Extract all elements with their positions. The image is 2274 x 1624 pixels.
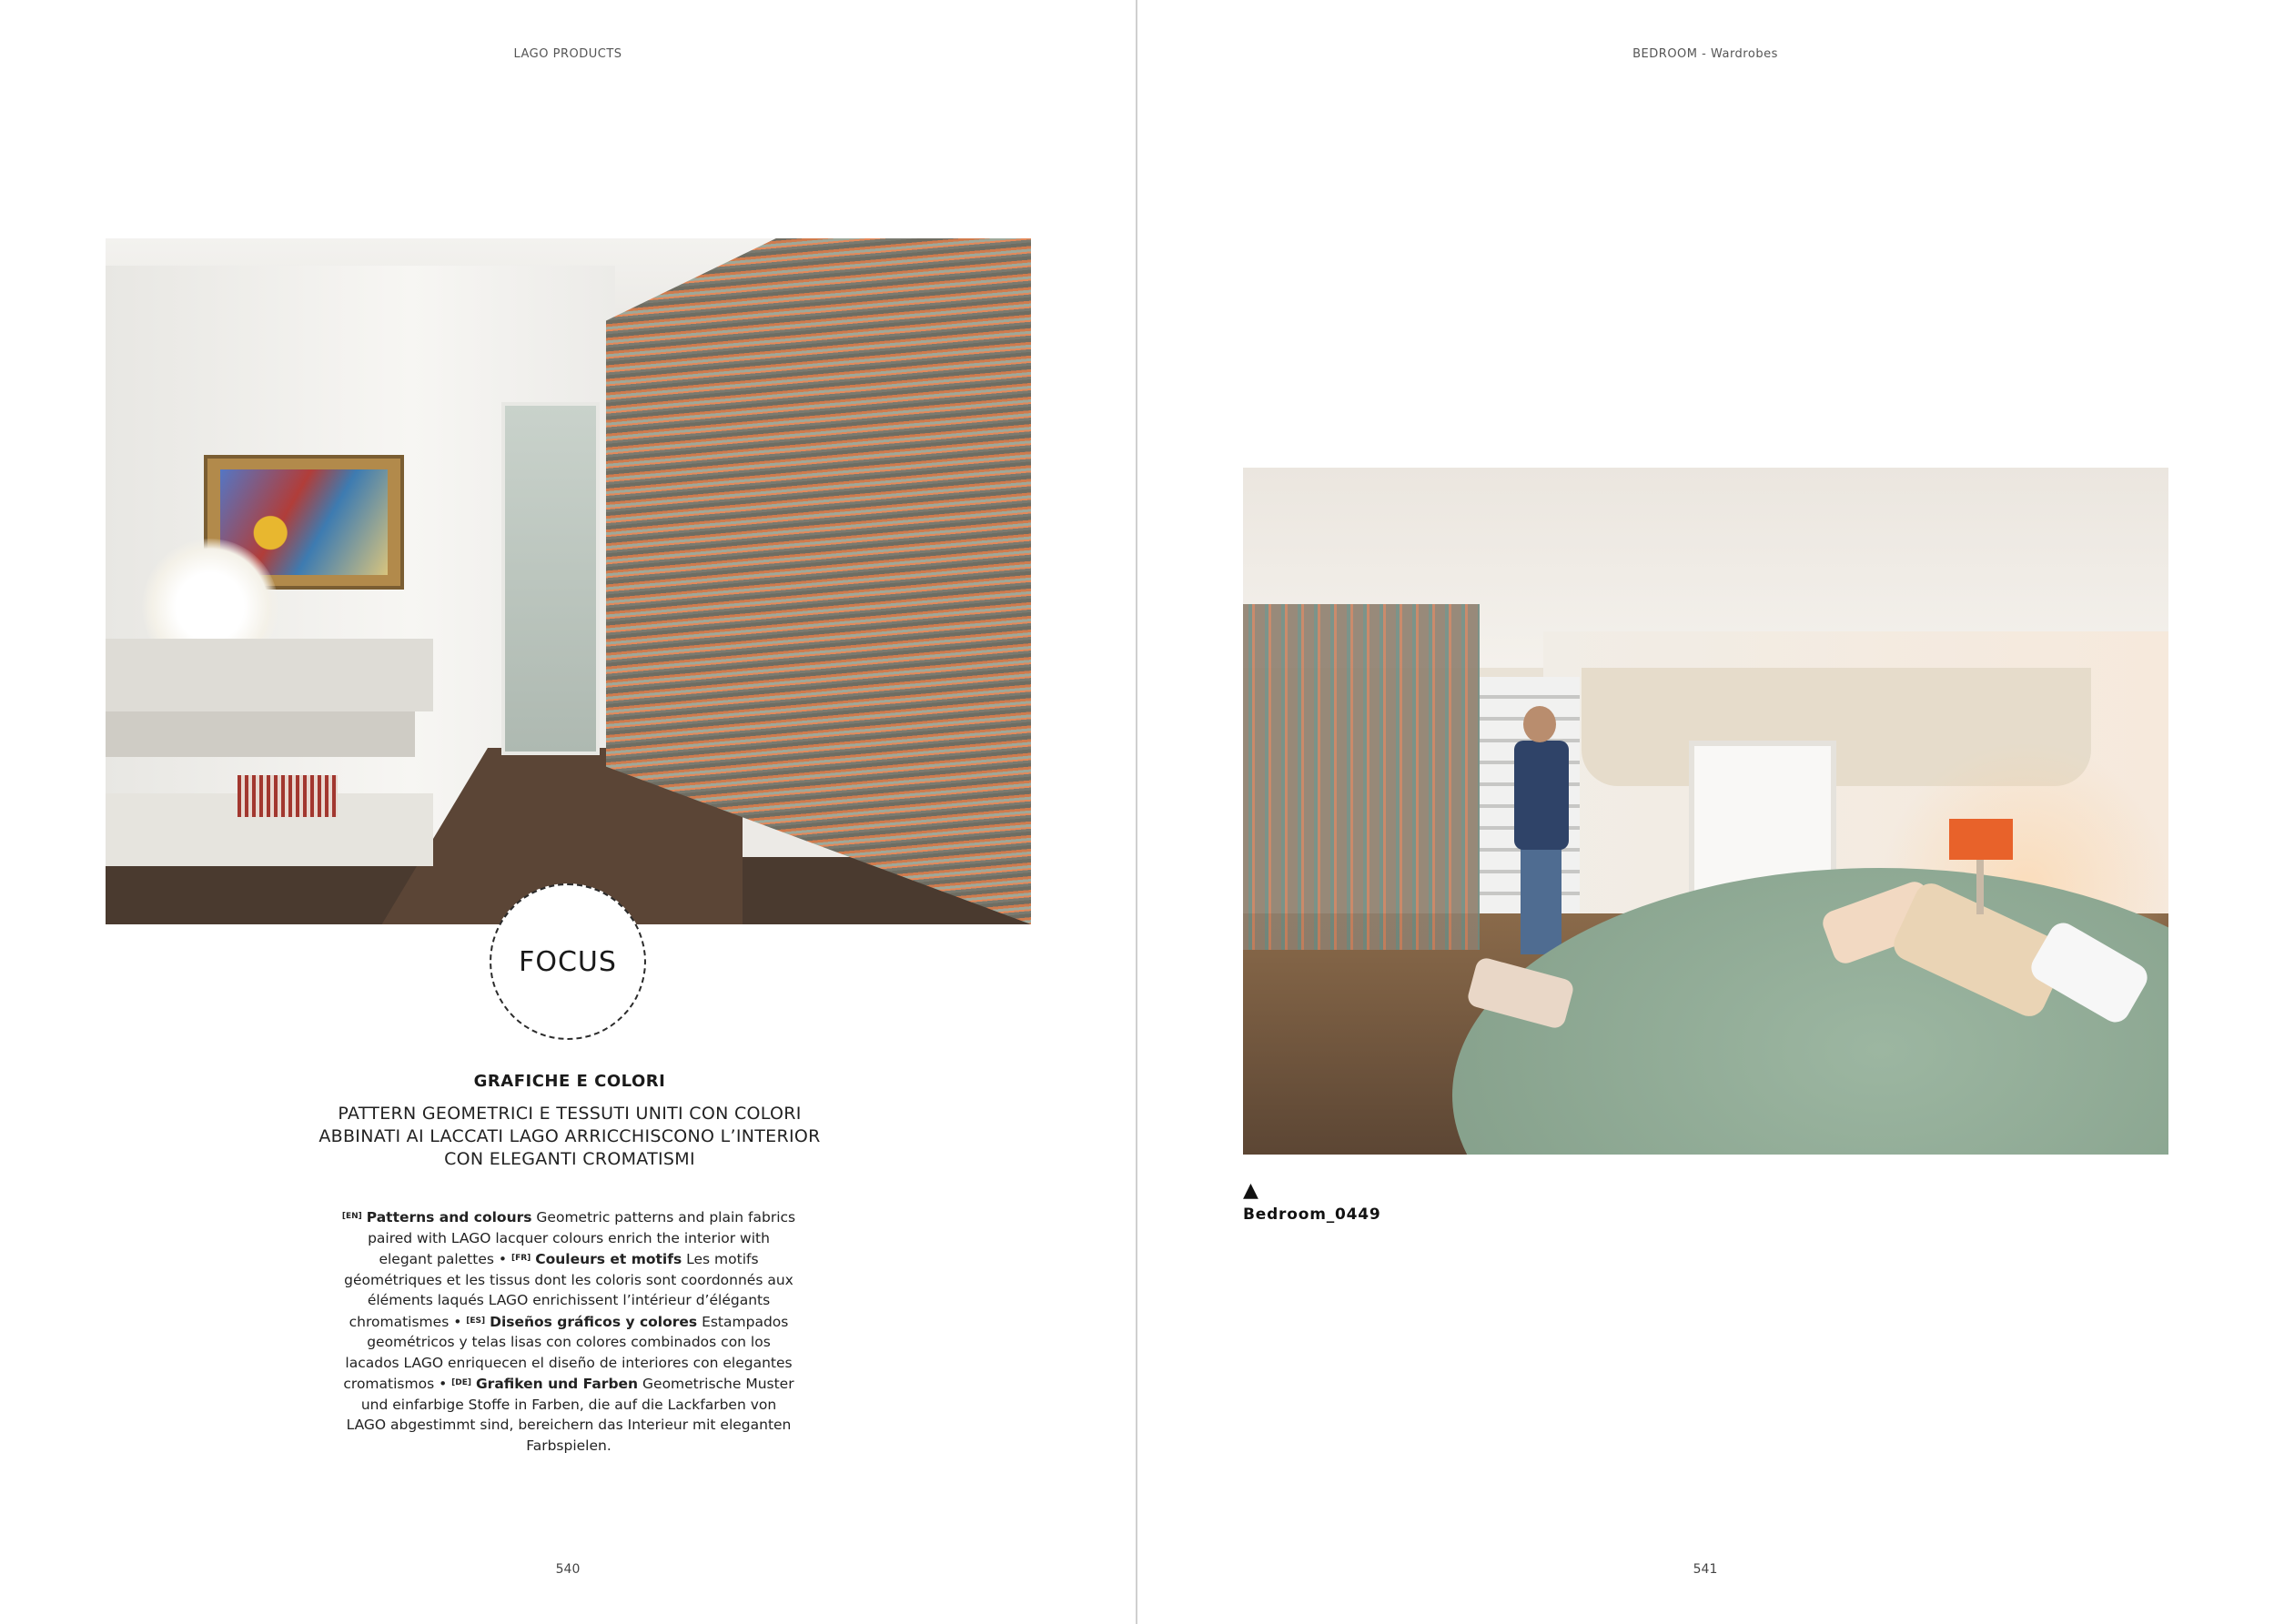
striped-wall-room-photo [106,238,1031,924]
page-number-right: 541 [1693,1562,1718,1577]
focus-label: FOCUS [519,945,617,978]
bedroom-wardrobe-photo [1243,468,2168,1155]
orange-lamp [1949,819,2013,860]
section-heading: GRAFICHE E COLORI [473,1072,666,1091]
right-page [1137,0,2274,1624]
photo-caption: Bedroom_0449 [1243,1205,1381,1224]
person [1514,741,1569,850]
striped-curtain [1243,604,1480,950]
running-head-left: LAGO PRODUCTS [513,47,622,61]
multilingual-body-text: [EN] Patterns and colours Geometric patterns and plain fabrics paired with LAGO lacquer colours enrich the interior with elegant palettes • [FR] Couleurs et motifs Les motifs géométriques et les tissus dont les coloris sont coordonnés aux éléments laqués LAGO enrichissent l’intérieur d’élégants chromatismes • [ES] Diseños gráficos y colores Estampados geométricos y telas lisas con colores combinados con los lacados LAGO enriquecen el diseño de interiores con elegantes cromatismos • [DE] Grafiken und Farben Geometrische Muster und einfarbige Stoffe in Farben, die auf die Lackfarben von LAGO abgestimmt sind, bereichern das Interieur mit eleganten Farbspielen. [341,1209,796,1454]
page-number-left: 540 [555,1562,581,1577]
caption-arrow-icon: ▲ [1243,1179,1258,1202]
focus-badge [490,883,646,1040]
decor-box [238,775,338,817]
running-head-right: BEDROOM - Wardrobes [1632,47,1778,61]
section-subheading: PATTERN GEOMETRICI E TESSUTI UNITI CON COLORI ABBINATI AI LACCATI LAGO ARRICCHISCONO L’INTERIOR CON ELEGANTI CROMATISMI [318,1104,821,1169]
